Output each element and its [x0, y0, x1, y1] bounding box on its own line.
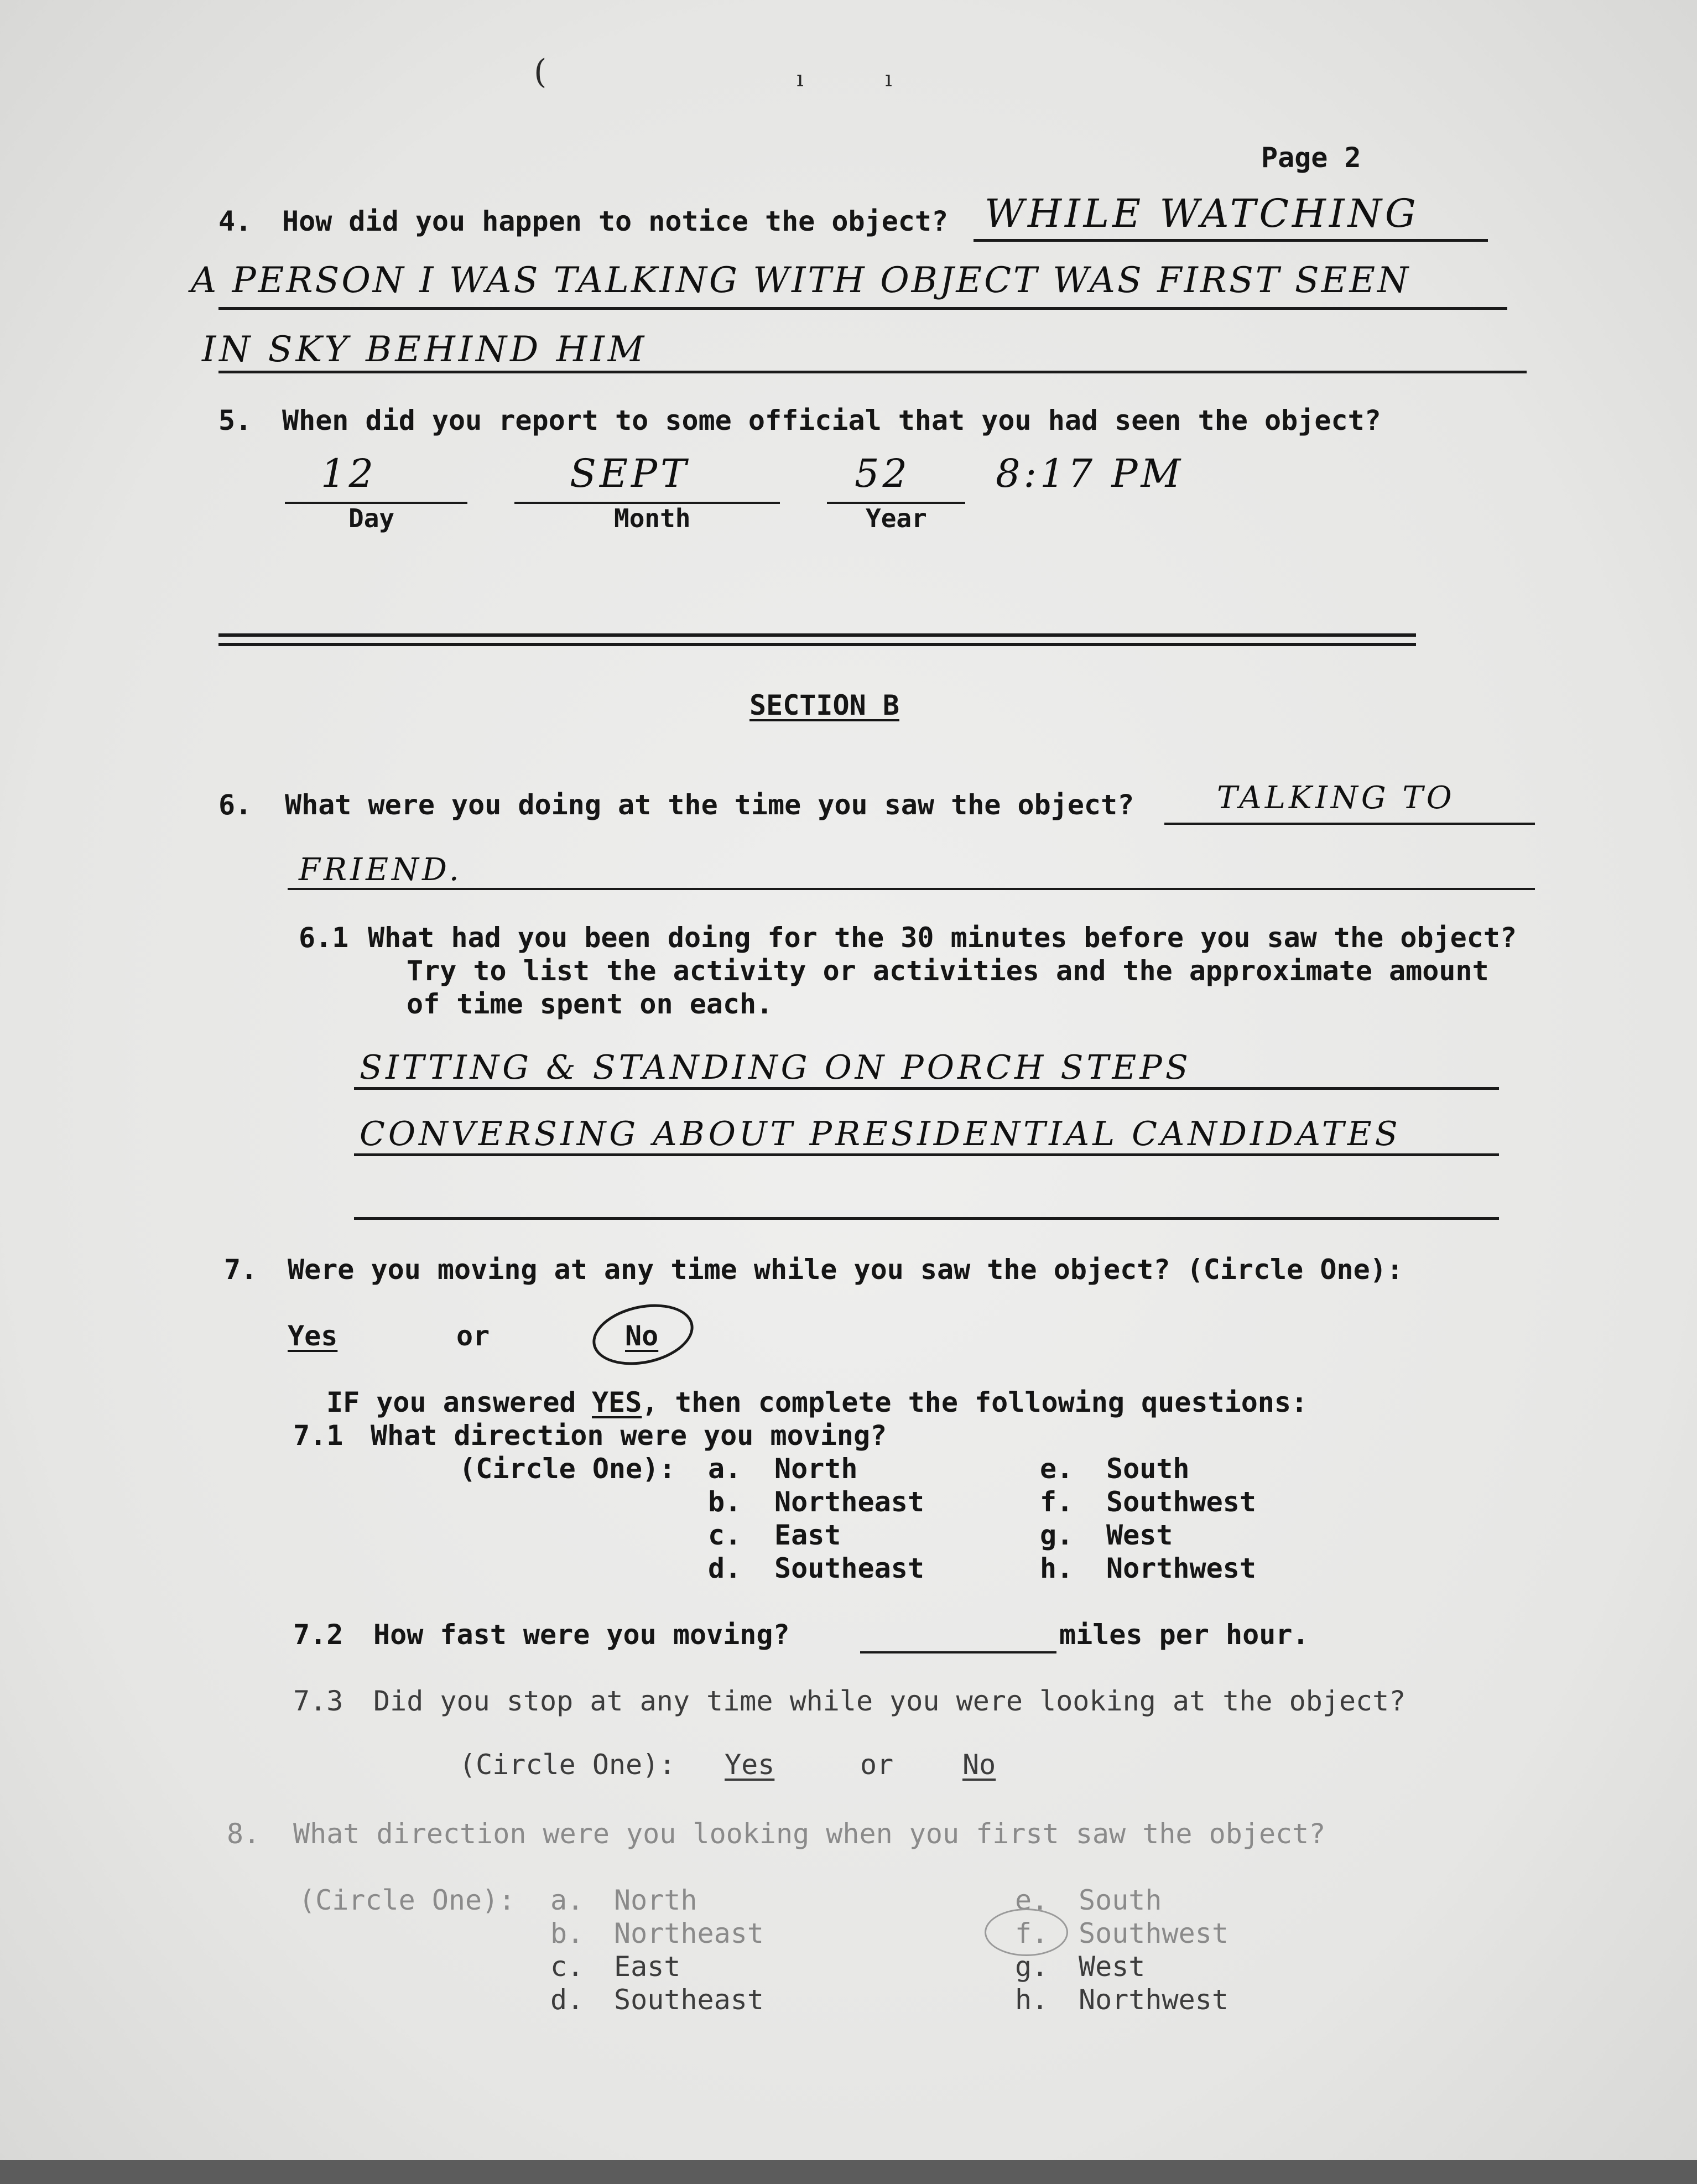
q7-2-number: 7.2 [293, 1619, 343, 1651]
q8-option-letter: h. [1015, 1984, 1049, 2016]
section-divider-top [218, 633, 1416, 637]
q7-1-option-east[interactable]: East [774, 1519, 841, 1551]
q7-3-no-option[interactable]: No [962, 1749, 996, 1781]
q6-1-answer-rule1 [354, 1087, 1499, 1090]
q8-number: 8. [227, 1818, 261, 1850]
q8-option-letter: e. [1015, 1884, 1049, 1916]
q6-answer-rule1 [1164, 823, 1535, 825]
q8-option-letter: f. [1015, 1917, 1049, 1949]
q5-month-value: SEPT [570, 451, 690, 496]
q7-2-question: How fast were you moving? [373, 1619, 790, 1651]
q5-number: 5. [218, 404, 252, 436]
q8-option-north[interactable]: North [614, 1884, 697, 1916]
q6-question: What were you doing at the time you saw the object? [285, 789, 1134, 821]
q4-number: 4. [218, 205, 252, 237]
q4-question: How did you happen to notice the object? [282, 205, 949, 237]
q8-question: What direction were you looking when you first saw the object? [293, 1818, 1326, 1850]
q6-1-question-line2: Try to list the activity or activities and the approximate amount [407, 955, 1489, 987]
scan-mark-paren: ( [534, 53, 547, 91]
q7-2-unit: miles per hour. [1059, 1619, 1309, 1651]
q6-number: 6. [218, 789, 252, 821]
q7-1-option-letter: a. [708, 1453, 742, 1485]
q8-option-letter: d. [550, 1984, 584, 2016]
q8-option-southeast[interactable]: Southeast [614, 1984, 764, 2016]
q5-day-label: Day [348, 503, 395, 533]
q7-3-question: Did you stop at any time while you were looking at the object? [373, 1685, 1406, 1717]
q5-day-value: 12 [321, 451, 377, 496]
q4-answer-line3: IN SKY BEHIND HIM [202, 329, 648, 370]
q7-3-or-label: or [860, 1749, 894, 1781]
q7-3-circle-one: (Circle One): [459, 1749, 676, 1781]
q5-year-label: Year [866, 503, 927, 533]
scan-bottom-edge [0, 2160, 1697, 2184]
q7-no-circle [587, 1296, 699, 1374]
q7-1-option-west[interactable]: West [1106, 1519, 1173, 1551]
q7-number: 7. [224, 1254, 258, 1286]
q5-time-value: 8:17 PM [996, 451, 1184, 496]
q7-no-option[interactable]: No [625, 1320, 659, 1352]
q7-1-option-letter: h. [1040, 1552, 1074, 1584]
q6-1-number: 6.1 [299, 922, 349, 954]
q7-1-option-north[interactable]: North [774, 1453, 858, 1485]
q6-1-question-line3: of time spent on each. [407, 988, 773, 1020]
q7-1-option-letter: g. [1040, 1519, 1074, 1551]
q8-circle-one: (Circle One): [299, 1884, 516, 1916]
q6-answer-line1: TALKING TO [1217, 780, 1455, 816]
q7-1-number: 7.1 [293, 1419, 343, 1452]
q4-answer-line1: WHILE WATCHING [985, 191, 1419, 236]
q7-1-option-northwest[interactable]: Northwest [1106, 1552, 1256, 1584]
q8-option-northeast[interactable]: Northeast [614, 1917, 764, 1949]
q8-option-northwest[interactable]: Northwest [1079, 1984, 1228, 2016]
q7-1-option-letter: f. [1040, 1486, 1074, 1518]
q7-1-option-southwest[interactable]: Southwest [1106, 1486, 1256, 1518]
q4-answer-rule2 [218, 307, 1507, 310]
q6-1-question-line1: What had you been doing for the 30 minutes before you saw the object? [368, 922, 1517, 954]
q7-1-option-letter: d. [708, 1552, 742, 1584]
section-b-title: SECTION B [749, 689, 899, 721]
q7-if-yes-suffix: , then complete the following questions: [642, 1386, 1308, 1418]
q7-yes-option[interactable]: Yes [288, 1320, 338, 1352]
q6-1-answer-line1: SITTING & STANDING ON PORCH STEPS [360, 1048, 1191, 1087]
q8-option-west[interactable]: West [1079, 1951, 1146, 1983]
q7-question: Were you moving at any time while you saw the object? (Circle One): [288, 1254, 1403, 1286]
q4-answer-line2: A PERSON I WAS TALKING WITH OBJECT WAS FIRST SEEN [191, 260, 1411, 301]
q7-1-option-letter: c. [708, 1519, 742, 1551]
q5-month-label: Month [614, 503, 691, 533]
q8-option-south[interactable]: South [1079, 1884, 1162, 1916]
q8-option-letter: a. [550, 1884, 584, 1916]
q6-answer-rule2 [288, 888, 1535, 890]
q7-if-yes-prefix: IF you answered [326, 1386, 576, 1418]
q7-1-option-letter: e. [1040, 1453, 1074, 1485]
q8-option-letter: b. [550, 1917, 584, 1949]
q7-1-option-northeast[interactable]: Northeast [774, 1486, 924, 1518]
q5-question: When did you report to some official that you had seen the object? [282, 404, 1381, 436]
q8-option-letter: c. [550, 1951, 584, 1983]
q6-1-answer-rule3 [354, 1217, 1499, 1220]
q7-if-yes-word: YES [592, 1386, 642, 1418]
q7-or-label: or [456, 1320, 490, 1352]
q5-year-value: 52 [855, 451, 911, 496]
q7-3-number: 7.3 [293, 1685, 343, 1717]
q7-3-yes-option[interactable]: Yes [725, 1749, 775, 1781]
q8-option-letter: g. [1015, 1951, 1049, 1983]
section-divider-bottom [218, 643, 1416, 646]
q8-option-east[interactable]: East [614, 1951, 681, 1983]
q4-answer-rule3 [218, 371, 1527, 373]
q7-1-option-letter: b. [708, 1486, 742, 1518]
scan-mark-dash: ı [885, 66, 892, 92]
q4-answer-rule1 [974, 239, 1488, 242]
q7-1-circle-one: (Circle One): [459, 1453, 676, 1485]
q6-1-answer-rule2 [354, 1153, 1499, 1156]
q8-southwest-circle [985, 1909, 1068, 1956]
q6-answer-line2: FRIEND. [299, 852, 462, 888]
q7-1-option-south[interactable]: South [1106, 1453, 1190, 1485]
q8-option-southwest[interactable]: Southwest [1079, 1917, 1228, 1949]
q6-1-answer-line2: CONVERSING ABOUT PRESIDENTIAL CANDIDATES [360, 1115, 1401, 1153]
page-number: Page 2 [1261, 142, 1361, 174]
q7-2-speed-field[interactable] [860, 1651, 1056, 1653]
q7-1-option-southeast[interactable]: Southeast [774, 1552, 924, 1584]
q7-1-question: What direction were you moving? [371, 1419, 887, 1452]
scan-mark-dash: ı [797, 66, 804, 92]
